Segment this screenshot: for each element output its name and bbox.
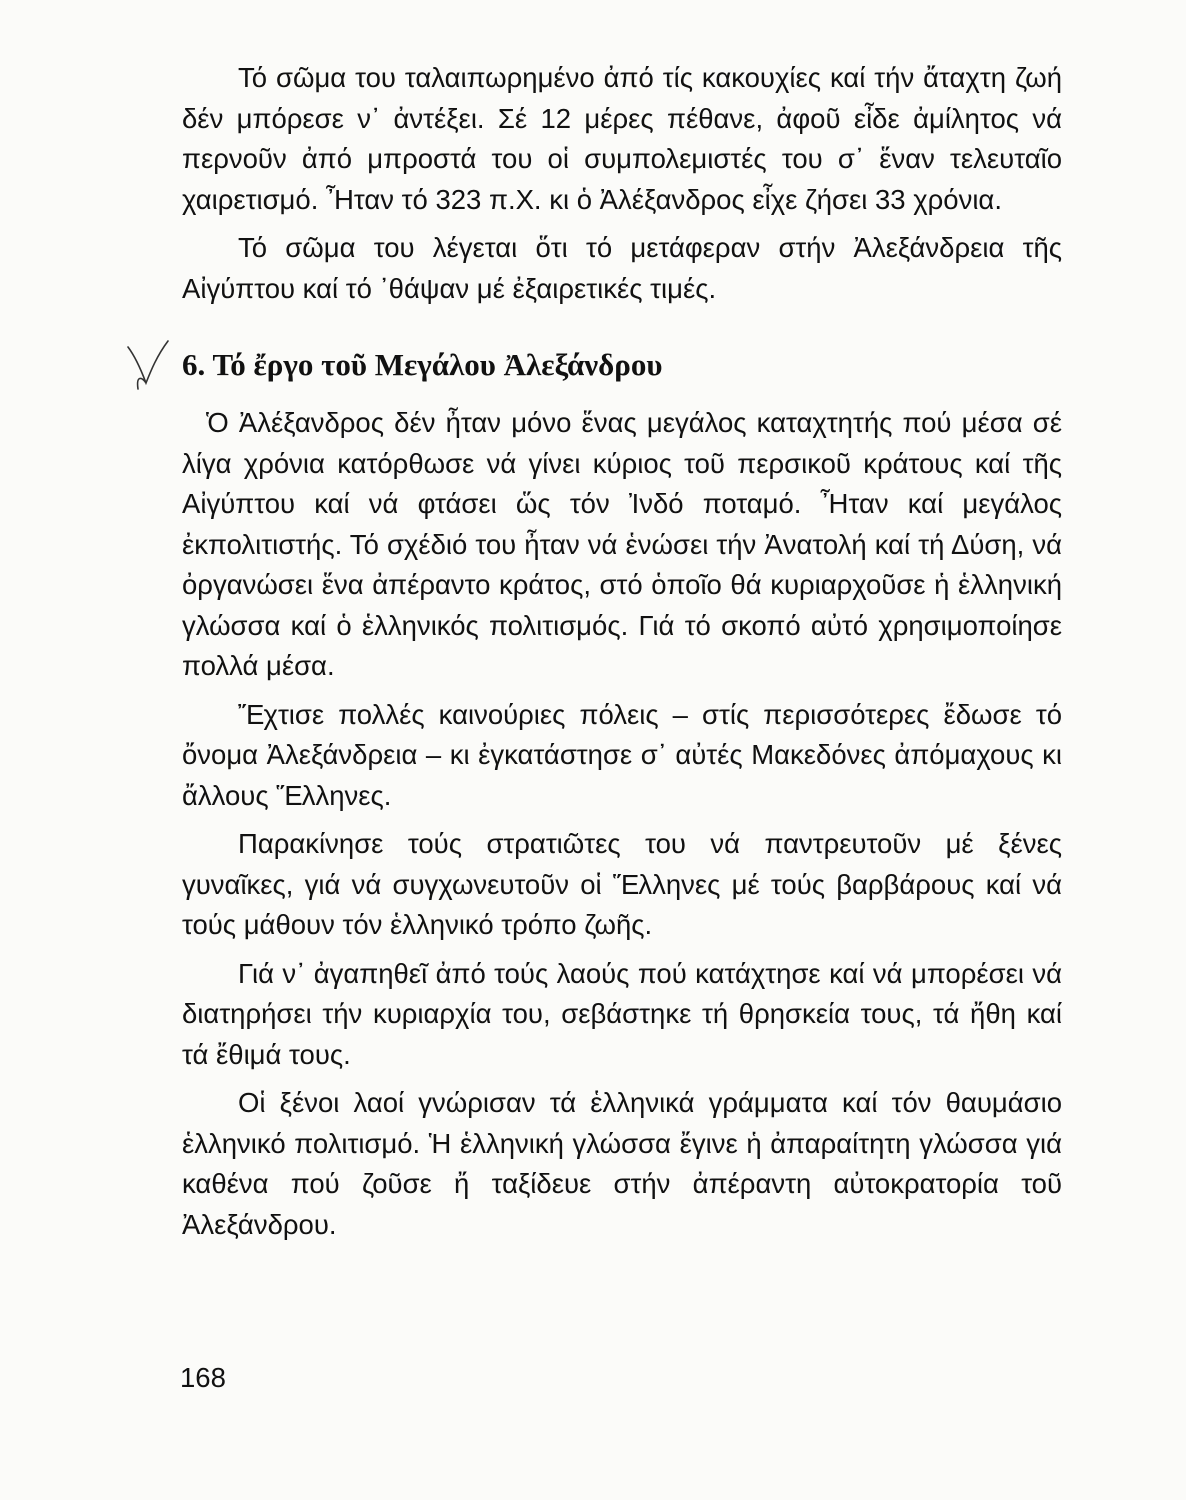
section-heading: 6. Τό ἔργο τοῦ Μεγάλου Ἀλεξάνδρου <box>182 347 663 382</box>
spacer <box>182 816 1062 824</box>
text-block <box>182 58 1062 1245</box>
paragraph-burial: Τό σῶμα του λέγεται ὅτι τό μετάφεραν στήν Ἀλεξάνδρεια τῆς Αἰγύπτου καί τό ᾽θάψαν μέ ἐξαιρετικές τιμές. <box>182 232 1062 304</box>
page-number: 168 <box>180 1362 226 1393</box>
paragraph-respect-customs: Γιά ν᾽ ἀγαπηθεῖ ἀπό τούς λαούς πού κατάχτησε καί νά μπορέσει νά διατηρήσει τήν κυριαρχία του, σεβάστηκε τή θρησκεία τους, τά ἤθη καί τά ἔθιμά τους. <box>182 957 1062 1070</box>
spacer <box>182 946 1062 954</box>
paragraph-greek-language: Οἱ ξένοι λαοί γνώρισαν τά ἑλληνικά γράμματα καί τόν θαυμάσιο ἑλληνικό πολιτισμό. Ἡ ἑλληνική γλώσσα ἔγινε ἡ ἀπαραίτητη γλώσσα γιά καθένα πού ζοῦσε ἤ ταξίδευε στήν ἀπέραντη αὐτοκρατορία τοῦ Ἀλεξάνδρου. <box>182 1087 1062 1240</box>
section-heading-wrap <box>182 345 1062 385</box>
paragraph-marriages: Παρακίνησε τούς στρατιῶτες του νά παντρευτοῦν μέ ξένες γυναῖκες, γιά νά συγχωνευτοῦν οἱ Ἕλληνες μέ τούς βαρβάρους καί νά τούς μάθουν τόν ἑλληνικό τρόπο ζωῆς. <box>182 828 1062 940</box>
spacer <box>182 687 1062 695</box>
paragraph-work-of-alexander: Ὁ Ἀλέξανδρος δέν ἦταν μόνο ἕνας μεγάλος καταχτητής πού μέσα σέ λίγα χρόνια κατόρθωσε νά γίνει κύριος τοῦ περσικοῦ κράτους καί τῆς Αἰγύπτου καί νά φτάσει ὥς τόν Ἰνδό ποταμό. Ἦταν καί μεγάλος ἐκπολιτιστής. Τό σχέδιό του ἦταν νά ἑνώσει τήν Ἀνατολή καί τή Δύση, νά ὀργανώσει ἕνα ἀπέραντο κράτος, στό ὁποῖο θά κυριαρχοῦσε ἡ ἑλληνική γλώσσα καί ὁ ἑλληνικός πολιτισμός. Γιά τό σκοπό αὐτό χρησιμοποίησε πολλά μέσα. <box>182 407 1062 681</box>
paragraph-death-of-alexander: Τό σῶμα του ταλαιπωρημένο ἀπό τίς κακουχίες καί τήν ἄταχτη ζωή δέν μπόρεσε ν᾽ ἀντέξει. Σέ 12 μέρες πέθανε, ἀφοῦ εἶδε ἀμίλητος νά περνοῦν ἀπό μπροστά του οἱ συμπολεμιστές του σ᾽ ἕναν τελευταῖο χαιρετισμό. Ἦταν τό 323 π.Χ. κι ὁ Ἀλέξανδρος εἶχε ζήσει 33 χρόνια. <box>182 62 1062 215</box>
spacer <box>182 220 1062 228</box>
paragraph-new-cities: Ἔχτισε πολλές καινούριες πόλεις – στίς περισσότερες ἔδωσε τό ὄνομα Ἀλεξάνδρεια – κι ἐγκατάστησε σ᾽ αὐτές Μακεδόνες ἀπόμαχους κι ἄλλους Ἕλληνες. <box>182 698 1062 811</box>
spacer <box>182 1075 1062 1083</box>
handwritten-checkmark-icon <box>124 337 176 397</box>
